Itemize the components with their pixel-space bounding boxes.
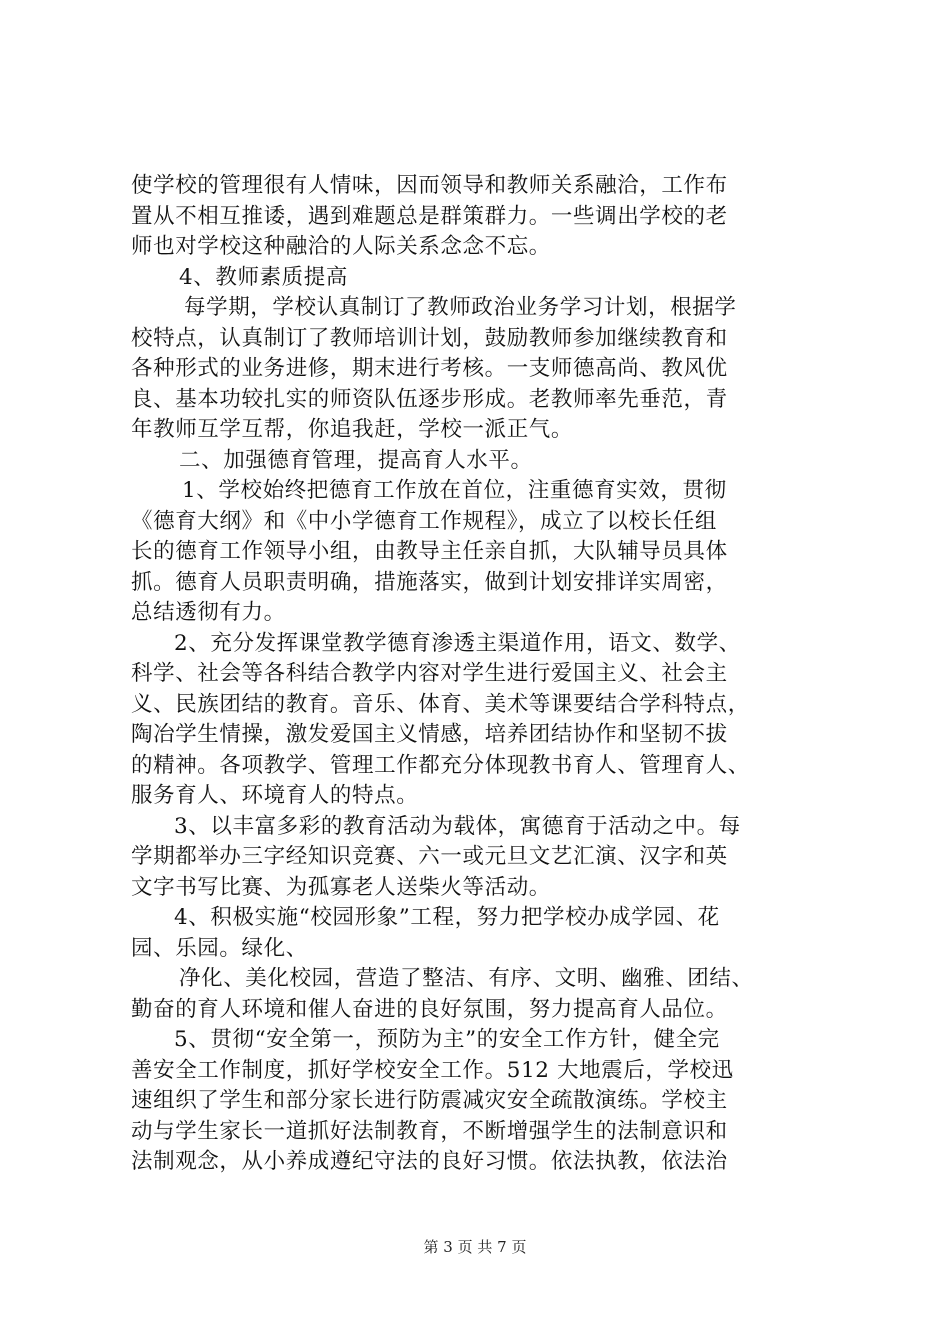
text-line: 各种形式的业务进修，期末进行考核。一支师德高尚、教风优 <box>131 356 728 381</box>
text-line: 义、民族团结的教育。音乐、体育、美术等课要结合学科特点， <box>131 691 750 717</box>
text-line: 良、基本功较扎实的师资队伍逐步形成。老教师率先垂范，青 <box>131 386 728 412</box>
text-line: 师也对学校这种融洽的人际关系念念不忘。 <box>131 234 551 259</box>
page-number-footer: 第 3 页 共 7 页 <box>423 1238 527 1256</box>
text-line: 文字书写比赛、为孤寡老人送柴火等活动。 <box>131 874 551 900</box>
text-line: 勤奋的育人环境和催人奋进的良好氛围，努力提高育人品位。 <box>131 996 728 1022</box>
text-line: 陶冶学生情操，激发爱国主义情感，培养团结协作和坚韧不拔 <box>131 722 728 747</box>
text-line: 4、积极实施“校园形象”工程，努力把学校办成学园、花 <box>174 905 720 930</box>
text-line: 使学校的管理很有人情味，因而领导和教师关系融洽，工作布 <box>131 173 728 198</box>
text-line: 总结透彻有力。 <box>131 600 286 625</box>
text-line: 学期都举办三字经知识竞赛、六一或元旦文艺汇演、汉字和英 <box>131 844 728 869</box>
text-line: 服务育人、环境育人的特点。 <box>131 783 419 808</box>
text-line: 科学、社会等各科结合教学内容对学生进行爱国主义、社会主 <box>131 661 728 686</box>
section-heading: 二、加强德育管理，提高育人水平。 <box>179 447 533 473</box>
text-line: 抓。德育人员职责明确，措施落实，做到计划安排详实周密， <box>131 569 728 595</box>
text-line: 长的德育工作领导小组，由教导主任亲自抓，大队辅导员具体 <box>131 539 728 564</box>
text-line: 善安全工作制度，抓好学校安全工作。512 大地震后，学校迅 <box>131 1057 734 1083</box>
text-line: 法制观念，从小养成遵纪守法的良好习惯。依法执教，依法治 <box>131 1149 728 1174</box>
text-line: 1、学校始终把德育工作放在首位，注重德育实效，贯彻 <box>182 478 727 503</box>
body-text <box>131 171 831 1178</box>
section-heading: 4、教师素质提高 <box>179 264 348 290</box>
text-line: 年教师互学互帮，你追我赶，学校一派正气。 <box>131 417 574 442</box>
text-line: 《德育大纲》和《中小学德育工作规程》，成立了以校长任组 <box>131 508 717 534</box>
text-line: 动与学生家长一道抓好法制教育，不断增强学生的法制意识和 <box>131 1118 728 1144</box>
text-line: 校特点，认真制订了教师培训计划，鼓励教师参加继续教育和 <box>131 325 728 351</box>
text-line: 速组织了学生和部分家长进行防震减灾安全疏散演练。学校主 <box>131 1088 728 1113</box>
text-line: 园、乐园。绿化、 <box>131 935 308 961</box>
text-line: 置从不相互推诿，遇到难题总是群策群力。一些调出学校的老 <box>131 203 728 229</box>
text-line: 净化、美化校园，营造了整洁、有序、文明、幽雅、团结、 <box>179 966 754 991</box>
text-line: 的精神。各项教学、管理工作都充分体现教书育人、管理育人、 <box>131 752 750 778</box>
text-line: 2、充分发挥课堂教学德育渗透主渠道作用，语文、数学、 <box>174 630 741 656</box>
text-line: 每学期，学校认真制订了教师政治业务学习计划，根据学 <box>184 295 737 320</box>
text-line: 3、以丰富多彩的教育活动为载体，寓德育于活动之中。每 <box>174 813 741 839</box>
text-line: 5、贯彻“安全第一，预防为主”的安全工作方针，健全完 <box>174 1027 720 1052</box>
